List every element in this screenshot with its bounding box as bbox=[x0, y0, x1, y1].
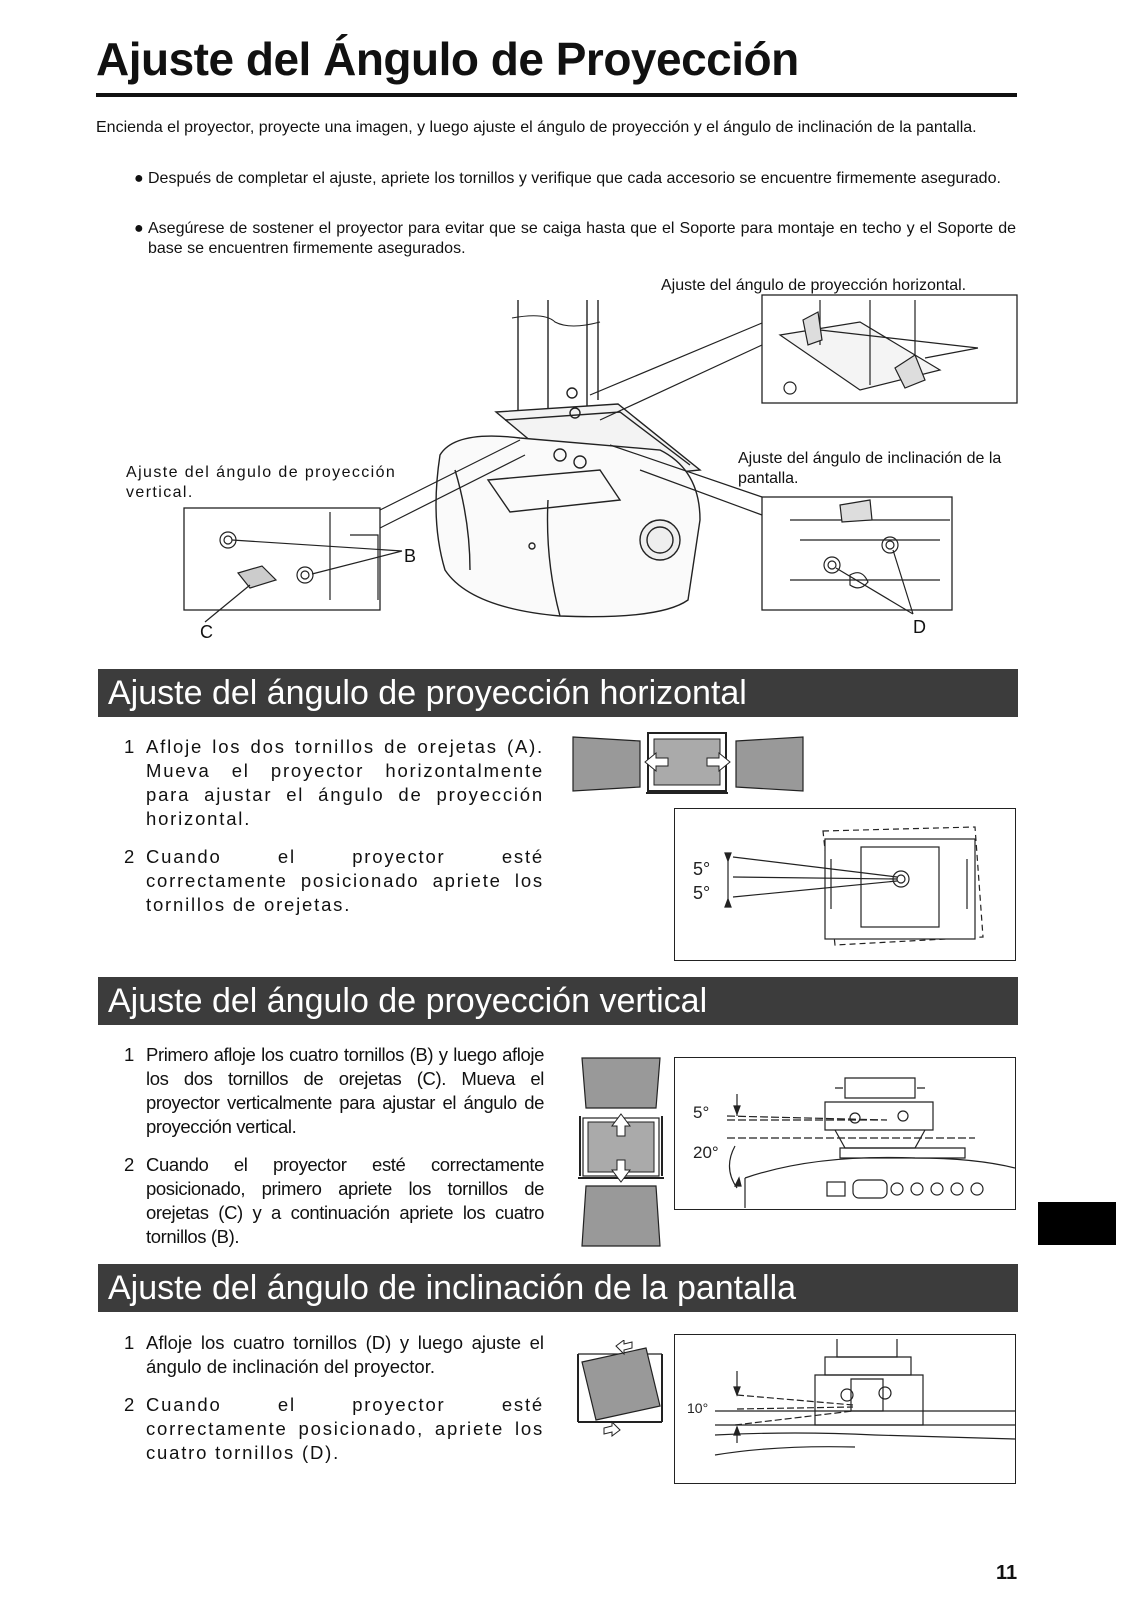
step-text: Cuando el proyector esté correctamente posicionado, primero apriete los tornillos de orejetas (C) y a continuación apriete los cuatro tornillos (B). bbox=[146, 1154, 544, 1247]
horizontal-screens-diagram bbox=[572, 731, 806, 795]
step-item bbox=[124, 1043, 544, 1139]
step-text: Cuando el proyector esté correctamente posicionado, apriete los cuatro tornillos (D). bbox=[146, 1394, 544, 1463]
label-tilt-adjust: Ajuste del ángulo de inclinación de la pantalla. bbox=[738, 450, 1002, 487]
bullet-item bbox=[134, 169, 1016, 189]
step-item bbox=[124, 1331, 544, 1379]
step-text: Afloje los dos tornillos de orejetas (A). Mueva el proyector horizontalmente para ajustar el ángulo de proyección horizontal. bbox=[146, 736, 544, 829]
step-number: 2 bbox=[124, 1154, 134, 1175]
step-number: 1 bbox=[124, 1332, 135, 1353]
steps-horizontal bbox=[124, 735, 544, 931]
angle-label: 10° bbox=[687, 1400, 709, 1416]
page-title: Ajuste del Ángulo de Proyección bbox=[96, 33, 799, 85]
tilt-screen-diagram bbox=[576, 1340, 666, 1440]
intro-paragraph: Encienda el proyector, proyecte una imagen, y luego ajuste el ángulo de proyección y el ángulo de inclinación de la pantalla. bbox=[96, 119, 977, 136]
step-item bbox=[124, 845, 544, 917]
bullet-text: Después de completar el ajuste, apriete los tornillos y verifique que cada accesorio se encuentre firmemente asegurado. bbox=[148, 170, 1001, 187]
step-item bbox=[124, 1153, 544, 1249]
callout-d: D bbox=[913, 617, 926, 637]
step-number: 1 bbox=[124, 1044, 134, 1065]
section-heading-tilt: Ajuste del ángulo de inclinación de la pantalla bbox=[98, 1264, 1018, 1312]
step-text: Primero afloje los cuatro tornillos (B) y luego afloje los dos tornillos de orejetas (C). Mueva el proyector verticalmente para ajustar el ángulo de proyección vertical. bbox=[146, 1044, 544, 1137]
step-number: 1 bbox=[124, 736, 137, 757]
step-text: Afloje los cuatro tornillos (D) y luego ajuste el ángulo de inclinación del proyector. bbox=[146, 1332, 544, 1377]
angle-label: 5° bbox=[693, 883, 711, 903]
step-item bbox=[124, 1393, 544, 1465]
steps-tilt bbox=[124, 1331, 544, 1479]
vertical-screens-diagram bbox=[578, 1056, 664, 1256]
section-heading-vertical: Ajuste del ángulo de proyección vertical bbox=[98, 977, 1018, 1025]
bullet-icon: ● bbox=[134, 170, 144, 187]
callout-b: B bbox=[404, 546, 417, 566]
horizontal-angle-drawing bbox=[675, 809, 1015, 960]
title-rule bbox=[96, 93, 1017, 97]
label-horizontal-adjust: Ajuste del ángulo de proyección horizontal. bbox=[661, 277, 967, 294]
angle-label: 5° bbox=[693, 1103, 710, 1122]
bullet-icon: ● bbox=[134, 220, 144, 237]
step-item bbox=[124, 735, 544, 831]
step-text: Cuando el proyector esté correctamente posicionado apriete los tornillos de orejetas. bbox=[146, 846, 544, 915]
section-tab-marker bbox=[1038, 1202, 1116, 1245]
angle-label: 20° bbox=[693, 1143, 719, 1162]
tilt-angle-drawing bbox=[675, 1335, 1015, 1483]
vertical-angle-drawing bbox=[675, 1058, 1015, 1209]
step-number: 2 bbox=[124, 846, 137, 867]
callout-c: C bbox=[200, 622, 213, 642]
section-heading-horizontal: Ajuste del ángulo de proyección horizontal bbox=[98, 669, 1018, 717]
step-number: 2 bbox=[124, 1394, 137, 1415]
bullet-text: Asegúrese de sostener el proyector para evitar que se caiga hasta que el Soporte para montaje en techo y el Soporte de base se encuentren firmemente asegurados. bbox=[148, 220, 1016, 257]
page-number: 11 bbox=[996, 1562, 1018, 1584]
label-vertical-adjust: Ajuste del ángulo de proyección vertical. bbox=[126, 464, 397, 501]
bullet-item bbox=[134, 219, 1016, 259]
angle-label: 5° bbox=[693, 859, 711, 879]
steps-vertical bbox=[124, 1043, 544, 1263]
ceiling-mount-illustration bbox=[180, 285, 1020, 630]
